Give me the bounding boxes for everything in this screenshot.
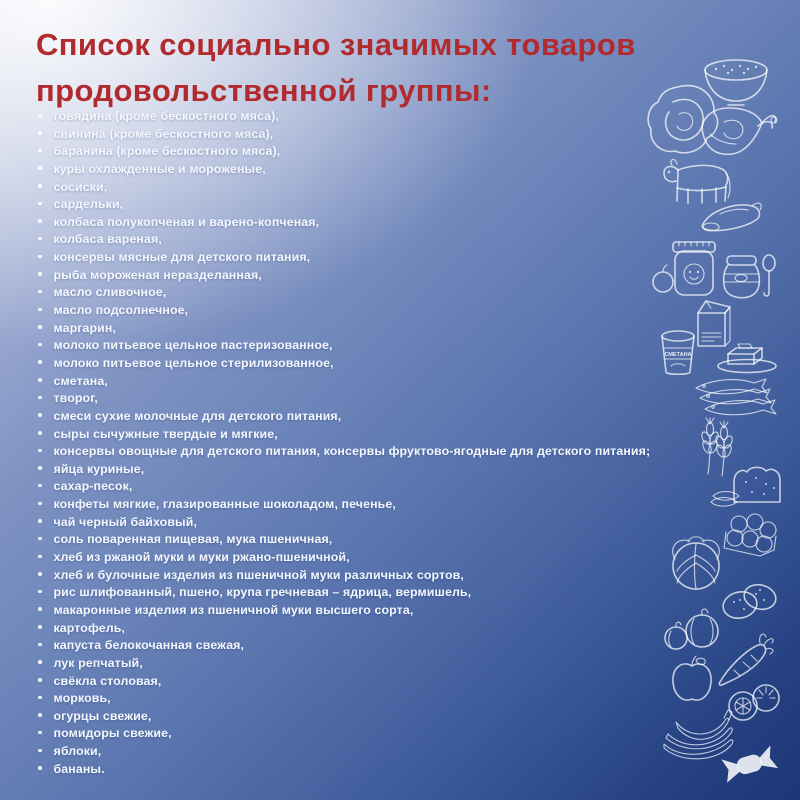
list-item xyxy=(38,725,678,743)
bullet-icon xyxy=(38,378,42,382)
bullet-icon xyxy=(38,484,42,488)
product-list xyxy=(38,108,678,778)
sour-cream-label: СМЕТАНА xyxy=(664,352,692,358)
list-item xyxy=(38,514,678,532)
list-item xyxy=(38,690,678,708)
list-item xyxy=(38,214,678,232)
list-item-label: бананы. xyxy=(53,761,105,776)
page-title-line2: продовольственной группы: xyxy=(36,73,492,108)
bullet-icon xyxy=(38,272,42,276)
list-item xyxy=(38,337,678,355)
list-item-label: морковь, xyxy=(53,691,111,706)
list-item xyxy=(38,567,678,585)
bullet-icon xyxy=(38,713,42,717)
list-item xyxy=(38,584,678,602)
bullet-icon xyxy=(38,555,42,559)
list-item xyxy=(38,673,678,691)
list-item xyxy=(38,408,678,426)
list-item xyxy=(38,461,678,479)
tomato-icon xyxy=(724,678,782,724)
milk-carton-icon xyxy=(692,293,734,351)
candy-icon xyxy=(718,740,780,790)
wheat-icon xyxy=(696,418,738,476)
list-item xyxy=(38,602,678,620)
list-item xyxy=(38,655,678,673)
bullet-icon xyxy=(38,625,42,629)
bullet-icon xyxy=(38,255,42,259)
list-item-label: колбаса вареная, xyxy=(53,232,162,247)
list-item-label: яйца куриные, xyxy=(53,461,145,476)
list-item xyxy=(38,161,678,179)
list-item-label: помидоры свежие, xyxy=(53,726,172,741)
bullet-icon xyxy=(38,449,42,453)
list-item-label: консервы мясные для детского питания, xyxy=(53,250,311,265)
list-item xyxy=(38,426,678,444)
list-item-label: свёкла столовая, xyxy=(53,673,162,688)
bullet-icon xyxy=(38,290,42,294)
list-item-label: сардельки, xyxy=(53,197,124,212)
bullet-icon xyxy=(38,131,42,135)
list-item-label: рыба мороженая неразделанная, xyxy=(53,267,262,282)
list-item-label: сыры сычужные твердые и мягкие, xyxy=(53,426,278,441)
list-item xyxy=(38,478,678,496)
list-item-label: маргарин, xyxy=(53,320,117,335)
chicken-icon xyxy=(694,100,780,158)
bullet-icon xyxy=(38,572,42,576)
bullet-icon xyxy=(38,114,42,118)
list-item-label: молоко питьевое цельное стерилизованное, xyxy=(53,355,334,370)
list-item xyxy=(38,231,678,249)
bullet-icon xyxy=(38,237,42,241)
list-item xyxy=(38,143,678,161)
list-item xyxy=(38,249,678,267)
list-item-label: консервы овощные для детского питания, консервы фруктово-ягодные для детского питания; xyxy=(53,444,651,459)
list-item xyxy=(38,267,678,285)
bullet-icon xyxy=(38,696,42,700)
list-item xyxy=(38,196,678,214)
list-item xyxy=(38,549,678,567)
list-item xyxy=(38,302,678,320)
bullet-icon xyxy=(38,219,42,223)
bullet-icon xyxy=(38,396,42,400)
list-item xyxy=(38,531,678,549)
list-item-label: сосиски, xyxy=(53,179,108,194)
bullet-icon xyxy=(38,202,42,206)
bullet-icon xyxy=(38,643,42,647)
list-item xyxy=(38,126,678,144)
list-item xyxy=(38,496,678,514)
list-item-label: соль поваренная пищевая, мука пшеничная, xyxy=(53,532,333,547)
bullet-icon xyxy=(38,413,42,417)
bullet-icon xyxy=(38,607,42,611)
list-item-label: куры охлажденные и мороженые, xyxy=(53,161,266,176)
fish-icon xyxy=(692,376,784,422)
list-item xyxy=(38,373,678,391)
bullet-icon xyxy=(38,749,42,753)
bullet-icon xyxy=(38,308,42,312)
list-item xyxy=(38,708,678,726)
bullet-icon xyxy=(38,766,42,770)
list-item-label: конфеты мягкие, глазированные шоколадом, печенье, xyxy=(53,497,396,512)
list-item-label: смеси сухие молочные для детского питания, xyxy=(53,408,342,423)
list-item xyxy=(38,761,678,779)
bullet-icon xyxy=(38,149,42,153)
list-item-label: рис шлифованный, пшено, крупа гречневая – ядрица, вермишель, xyxy=(53,585,472,600)
list-item-label: молоко питьевое цельное пастеризованное, xyxy=(53,338,333,353)
grain-bowl-icon xyxy=(698,56,774,108)
list-item-label: сметана, xyxy=(53,373,108,388)
list-item xyxy=(38,355,678,373)
list-item-label: творог, xyxy=(53,391,98,406)
list-item-label: сахар-песок, xyxy=(53,479,133,494)
list-item xyxy=(38,443,678,461)
list-item-label: баранина (кроме бескостного мяса), xyxy=(53,144,281,159)
list-item xyxy=(38,390,678,408)
list-item-label: свинина (кроме бескостного мяса), xyxy=(53,126,274,141)
list-item-label: колбаса полукопченая и варено-копченая, xyxy=(53,214,320,229)
bullet-icon xyxy=(38,343,42,347)
list-item-label: чай черный байховый, xyxy=(53,514,197,529)
list-item-label: картофель, xyxy=(53,620,125,635)
bullet-icon xyxy=(38,466,42,470)
list-item-label: огурцы свежие, xyxy=(53,708,152,723)
list-item-label: масло сливочное, xyxy=(53,285,167,300)
list-item xyxy=(38,108,678,126)
list-item-label: хлеб и булочные изделия из пшеничной муки различных сортов, xyxy=(53,567,464,582)
carrot-icon xyxy=(714,628,778,688)
list-item xyxy=(38,637,678,655)
bullet-icon xyxy=(38,325,42,329)
eggs-icon xyxy=(722,510,778,558)
bullet-icon xyxy=(38,519,42,523)
bullet-icon xyxy=(38,502,42,506)
bullet-icon xyxy=(38,731,42,735)
list-item-label: капуста белокочанная свежая, xyxy=(53,638,245,653)
list-item xyxy=(38,320,678,338)
bread-icon xyxy=(708,460,784,510)
butter-icon xyxy=(716,334,778,374)
bullet-icon xyxy=(38,590,42,594)
list-item xyxy=(38,179,678,197)
list-item-label: говядина (кроме бескостного мяса), xyxy=(53,109,279,123)
list-item xyxy=(38,284,678,302)
potatoes-icon xyxy=(720,576,778,622)
sausage-icon xyxy=(696,198,764,234)
bullet-icon xyxy=(38,660,42,664)
list-item-label: лук репчатый, xyxy=(53,655,143,670)
bullet-icon xyxy=(38,184,42,188)
page-title xyxy=(36,22,636,114)
list-item xyxy=(38,743,678,761)
list-item xyxy=(38,620,678,638)
bullet-icon xyxy=(38,360,42,364)
bullet-icon xyxy=(38,166,42,170)
bullet-icon xyxy=(38,537,42,541)
bullet-icon xyxy=(38,431,42,435)
jam-jar-icon xyxy=(718,248,778,300)
bullet-icon xyxy=(38,678,42,682)
list-item-label: яблоки, xyxy=(53,744,102,759)
list-item-label: хлеб из ржаной муки и муки ржано-пшеничной, xyxy=(53,550,350,565)
list-item-label: масло подсолнечное, xyxy=(53,303,189,318)
page-title-line1: Список социально значимых товаров xyxy=(36,27,636,62)
list-item-label: макаронные изделия из пшеничной муки высшего сорта, xyxy=(53,602,414,617)
